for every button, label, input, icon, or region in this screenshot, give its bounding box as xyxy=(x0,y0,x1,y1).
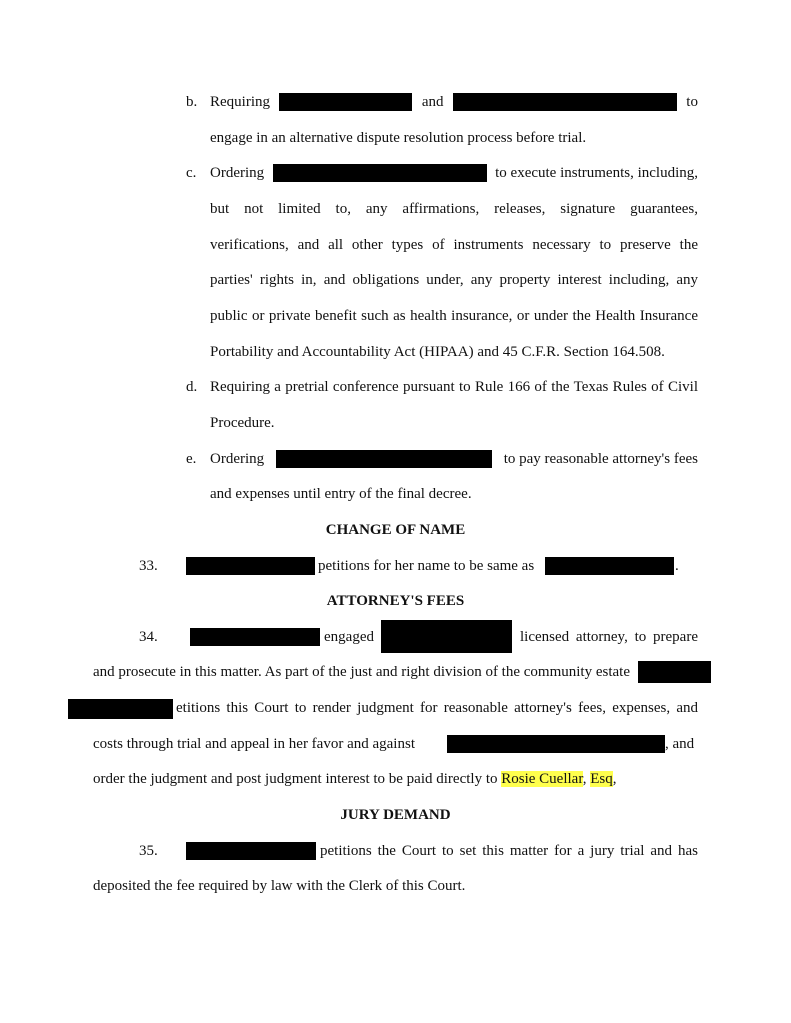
redaction-block xyxy=(273,164,487,182)
paragraph-35-line2: deposited the fee required by law with the Clerk of this Court. xyxy=(93,878,466,894)
paragraph-34-line4-end: , and xyxy=(665,736,695,752)
paragraph-34-line4: costs through trial and appeal in her favor and against xyxy=(93,736,415,752)
paragraph-34-line2: and prosecute in this matter. As part of the just and right division of the community estate xyxy=(93,664,630,680)
paragraph-34-word-engaged: engaged xyxy=(324,629,374,645)
heading-jury-demand: JURY DEMAND xyxy=(340,807,451,823)
redaction-block xyxy=(276,450,492,468)
redaction-block xyxy=(447,735,665,753)
paragraph-34-line5 xyxy=(93,770,616,788)
paragraph-34-line1-end: licensed attorney, to prepare xyxy=(520,629,698,645)
item-e-letter: e. xyxy=(186,451,197,467)
heading-attorneys-fees: ATTORNEY'S FEES xyxy=(326,593,465,609)
item-d-line2: Procedure. xyxy=(210,415,275,431)
redaction-block xyxy=(638,661,711,683)
item-c-word-ordering: Ordering xyxy=(210,165,265,181)
redaction-block xyxy=(186,842,316,860)
paragraph-35-line1: petitions the Court to set this matter for a jury trial and has xyxy=(320,843,698,859)
item-b-word-requiring: Requiring xyxy=(210,94,270,110)
item-c-line2: but not limited to, any affirmations, releases, signature guarantees, xyxy=(210,201,698,217)
item-b-line2: engage in an alternative dispute resolution process before trial. xyxy=(210,130,587,146)
paragraph-34-line5-text: order the judgment and post judgment interest to be paid directly to xyxy=(93,771,498,787)
item-e-word-ordering: Ordering xyxy=(210,451,265,467)
item-c-line3: verifications, and all other types of instruments necessary to preserve the xyxy=(210,237,698,253)
redaction-block xyxy=(545,557,674,575)
paragraph-34-line3: etitions this Court to render judgment for reasonable attorney's fees, expenses, and xyxy=(176,700,698,716)
paragraph-33-period: . xyxy=(675,558,679,574)
item-b-word-to: to xyxy=(686,94,698,110)
redaction-block xyxy=(190,628,320,646)
item-c-line4: parties' rights in, and obligations under, any property interest including, any xyxy=(210,272,698,288)
item-c-line6: Portability and Accountability Act (HIPAA) and 45 C.F.R. Section 164.508. xyxy=(210,344,665,360)
paragraph-33-text: petitions for her name to be same as xyxy=(318,558,535,574)
item-e-line1 xyxy=(210,450,698,468)
item-c-text: to execute instruments, including, xyxy=(495,165,698,181)
item-c-letter: c. xyxy=(186,165,197,181)
redaction-block xyxy=(453,93,677,111)
heading-change-of-name: CHANGE OF NAME xyxy=(325,522,466,538)
highlighted-esq: Esq xyxy=(590,771,613,787)
redaction-block xyxy=(381,620,512,653)
paragraph-33-number: 33. xyxy=(139,558,158,574)
item-b-line1 xyxy=(210,93,698,111)
paragraph-34-number: 34. xyxy=(139,629,158,645)
paragraph-35-number: 35. xyxy=(139,843,158,859)
item-c-line5: public or private benefit such as health insurance, or under the Health Insurance xyxy=(210,308,698,324)
redaction-block xyxy=(186,557,315,575)
item-b-letter: b. xyxy=(186,94,198,110)
redaction-block xyxy=(68,699,173,719)
redaction-block xyxy=(279,93,412,111)
item-e-line2: and expenses until entry of the final decree. xyxy=(210,486,472,502)
item-d-letter: d. xyxy=(186,379,198,395)
item-c-line1 xyxy=(210,164,698,182)
name-comma: , xyxy=(582,771,587,787)
highlighted-attorney-name: Rosie Cuellar xyxy=(501,771,583,787)
item-d-line1: Requiring a pretrial conference pursuant to Rule 166 of the Texas Rules of Civil xyxy=(210,379,698,395)
item-e-text: to pay reasonable attorney's fees xyxy=(503,451,698,467)
item-b-word-and: and xyxy=(421,94,444,110)
name-trailing-comma: , xyxy=(612,771,617,787)
